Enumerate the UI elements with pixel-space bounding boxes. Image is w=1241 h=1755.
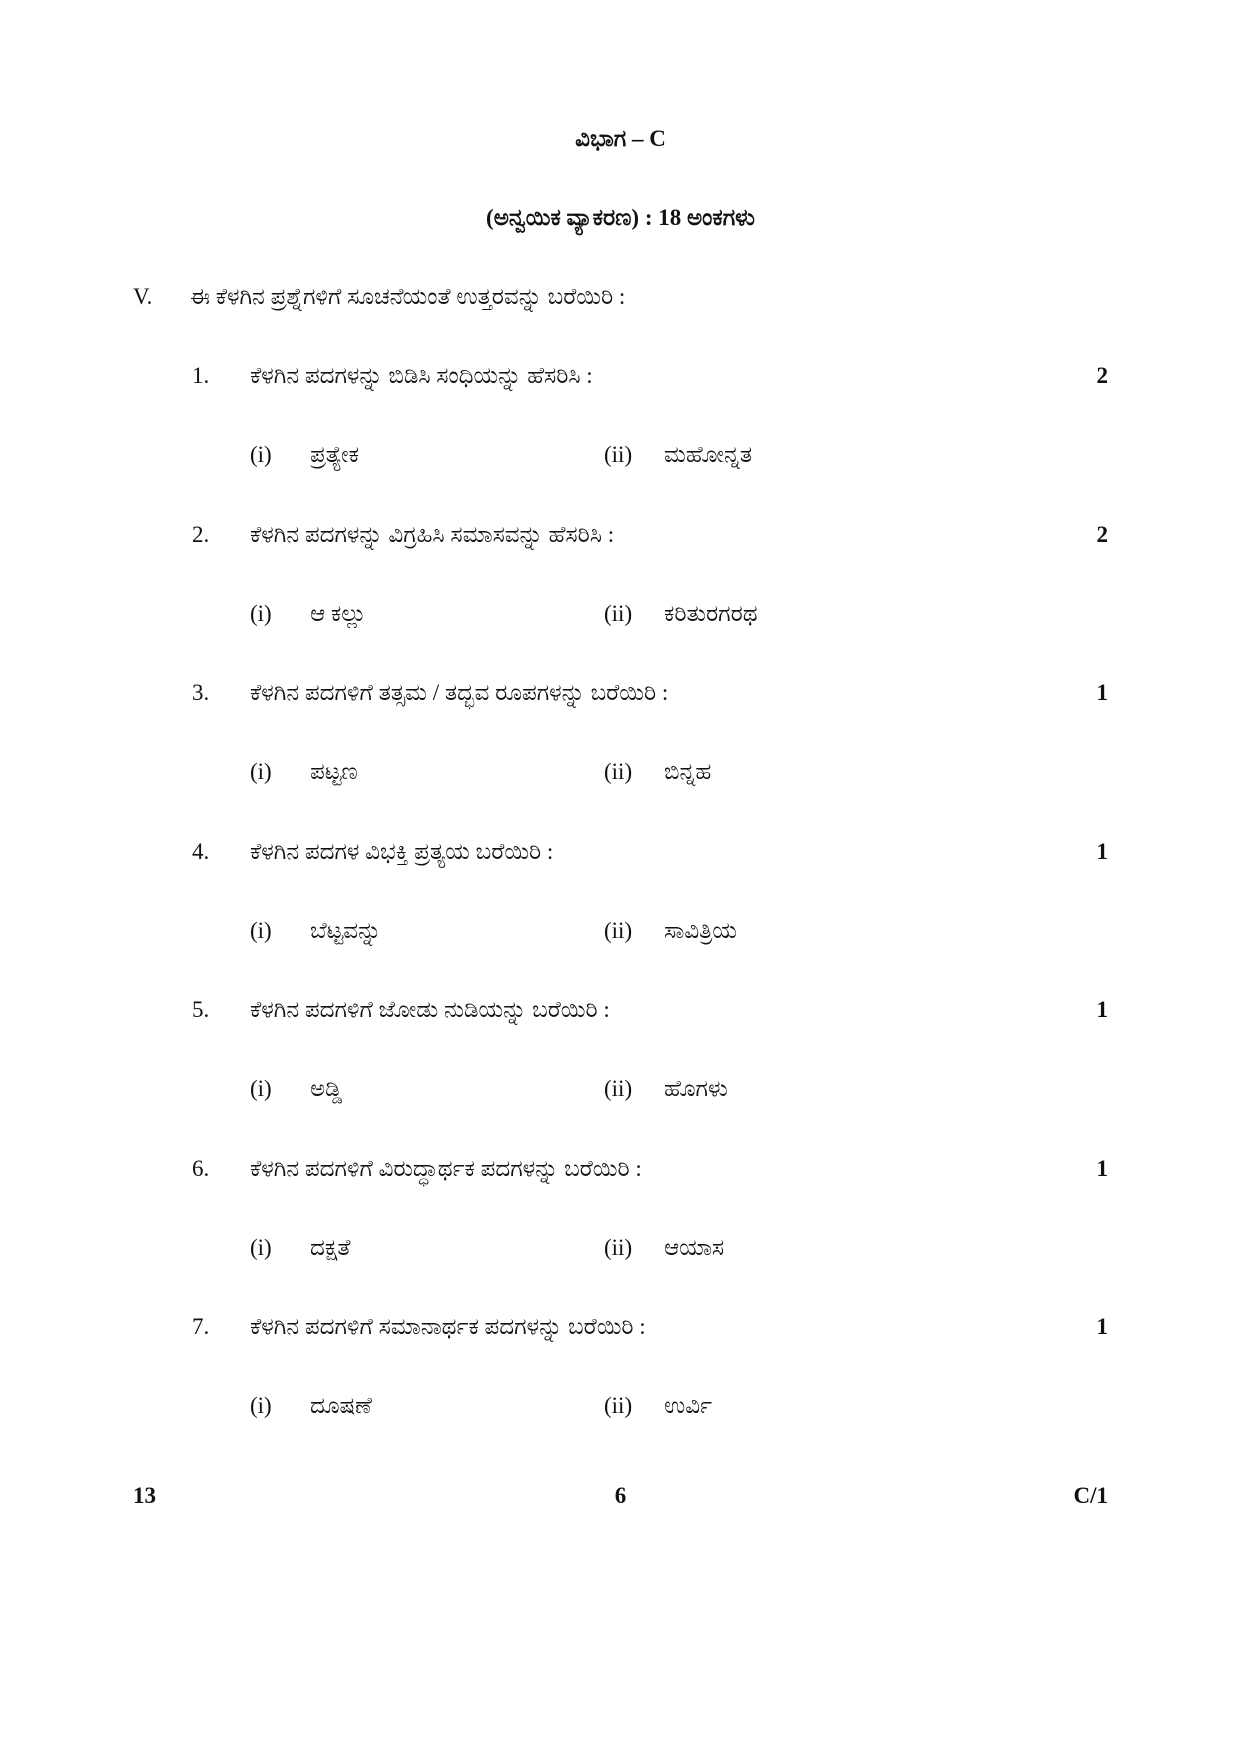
question-text: ಕೆಳಗಿನ ಪದಗಳಿಗೆ ವಿರುದ್ಧಾರ್ಥಕ ಪದಗಳನ್ನು ಬರೆಯಿರಿ :	[250, 1155, 642, 1181]
option-text: ಸಾವಿತ್ರಿಯ	[664, 917, 737, 943]
option-text: ಉರ್ವಿ	[664, 1393, 713, 1418]
question-marks: 1	[1096, 1314, 1108, 1339]
main-question-number: V.	[133, 284, 153, 309]
option-label: (i)	[250, 600, 272, 626]
question-marks: 1	[1096, 997, 1108, 1022]
option-label: (ii)	[604, 759, 633, 784]
option-text: ಪಟ್ಟಣ	[310, 759, 358, 784]
option-label: (i)	[250, 1234, 272, 1260]
option-text: ಪ್ರತ್ಯೇಕ	[310, 442, 360, 467]
option-text: ಕರಿತುರಗರಥ	[664, 600, 758, 626]
question-text: ಕೆಳಗಿನ ಪದಗಳ ವಿಭಕ್ತಿ ಪ್ರತ್ಯಯ ಬರೆಯಿರಿ :	[250, 838, 554, 864]
question-number: 4.	[192, 838, 210, 864]
option-label: (ii)	[604, 1076, 633, 1101]
question-marks: 2	[1096, 521, 1108, 547]
option-label: (ii)	[604, 917, 633, 943]
question-marks: 2	[1096, 363, 1108, 388]
option-label: (ii)	[604, 442, 633, 467]
option-text: ಮಹೋನ್ನತ	[664, 442, 753, 467]
question-text: ಕೆಳಗಿನ ಪದಗಳಿಗೆ ಸಮಾನಾರ್ಥಕ ಪದಗಳನ್ನು ಬರೆಯಿರಿ :	[250, 1314, 646, 1339]
footer-code: 13	[133, 1483, 156, 1508]
option-label: (i)	[250, 1393, 272, 1418]
option-label: (i)	[250, 1076, 272, 1101]
option-label: (ii)	[604, 1234, 633, 1260]
page-number: 6	[614, 1483, 627, 1508]
option-label: (ii)	[604, 600, 633, 626]
option-label: (i)	[250, 442, 272, 467]
option-text: ದಕ್ಷತೆ	[310, 1234, 351, 1260]
question-number: 3.	[192, 680, 210, 705]
question-text: ಕೆಳಗಿನ ಪದಗಳನ್ನು ಬಿಡಿಸಿ ಸಂಧಿಯನ್ನು ಹೆಸರಿಸಿ :	[250, 363, 593, 388]
main-question-text: ಈ ಕೆಳಗಿನ ಪ್ರಶ್ನೆಗಳಿಗೆ ಸೂಚನೆಯಂತೆ ಉತ್ತರವನ್ನು ಬರೆಯಿರಿ :	[190, 284, 626, 309]
option-label: (i)	[250, 759, 272, 784]
question-marks: 1	[1096, 1155, 1108, 1181]
footer-paper-code: C/1	[1073, 1483, 1108, 1508]
option-label: (ii)	[604, 1393, 633, 1418]
question-marks: 1	[1096, 838, 1108, 864]
option-text: ಆ ಕಲ್ಲು	[310, 600, 367, 626]
question-marks: 1	[1096, 680, 1108, 705]
option-label: (i)	[250, 917, 272, 943]
question-text: ಕೆಳಗಿನ ಪದಗಳಿಗೆ ತತ್ಸಮ / ತದ್ಭವ ರೂಪಗಳನ್ನು ಬರೆಯಿರಿ :	[250, 680, 669, 705]
option-text: ದೂಷಣೆ	[310, 1393, 372, 1418]
section-subtitle: (ಅನ್ವಯಿಕ ವ್ಯಾಕರಣ) : 18 ಅಂಕಗಳು	[486, 205, 755, 230]
option-text: ಆಯಾಸ	[664, 1234, 725, 1260]
option-text: ಹೊಗಳು	[664, 1076, 728, 1101]
question-number: 1.	[192, 363, 210, 388]
question-number: 2.	[192, 521, 210, 547]
option-text: ಬಿನ್ನಹ	[664, 759, 712, 784]
section-title: ವಿಭಾಗ – C	[575, 126, 666, 151]
question-number: 7.	[192, 1314, 210, 1339]
question-text: ಕೆಳಗಿನ ಪದಗಳಿಗೆ ಜೋಡು ನುಡಿಯನ್ನು ಬರೆಯಿರಿ :	[250, 997, 610, 1022]
question-number: 5.	[192, 997, 210, 1022]
question-text: ಕೆಳಗಿನ ಪದಗಳನ್ನು ವಿಗ್ರಹಿಸಿ ಸಮಾಸವನ್ನು ಹೆಸರಿಸಿ :	[250, 521, 615, 547]
option-text: ಬೆಟ್ಟವನ್ನು	[310, 917, 382, 943]
option-text: ಅಡ್ಡಿ	[310, 1076, 343, 1101]
question-number: 6.	[192, 1155, 210, 1181]
